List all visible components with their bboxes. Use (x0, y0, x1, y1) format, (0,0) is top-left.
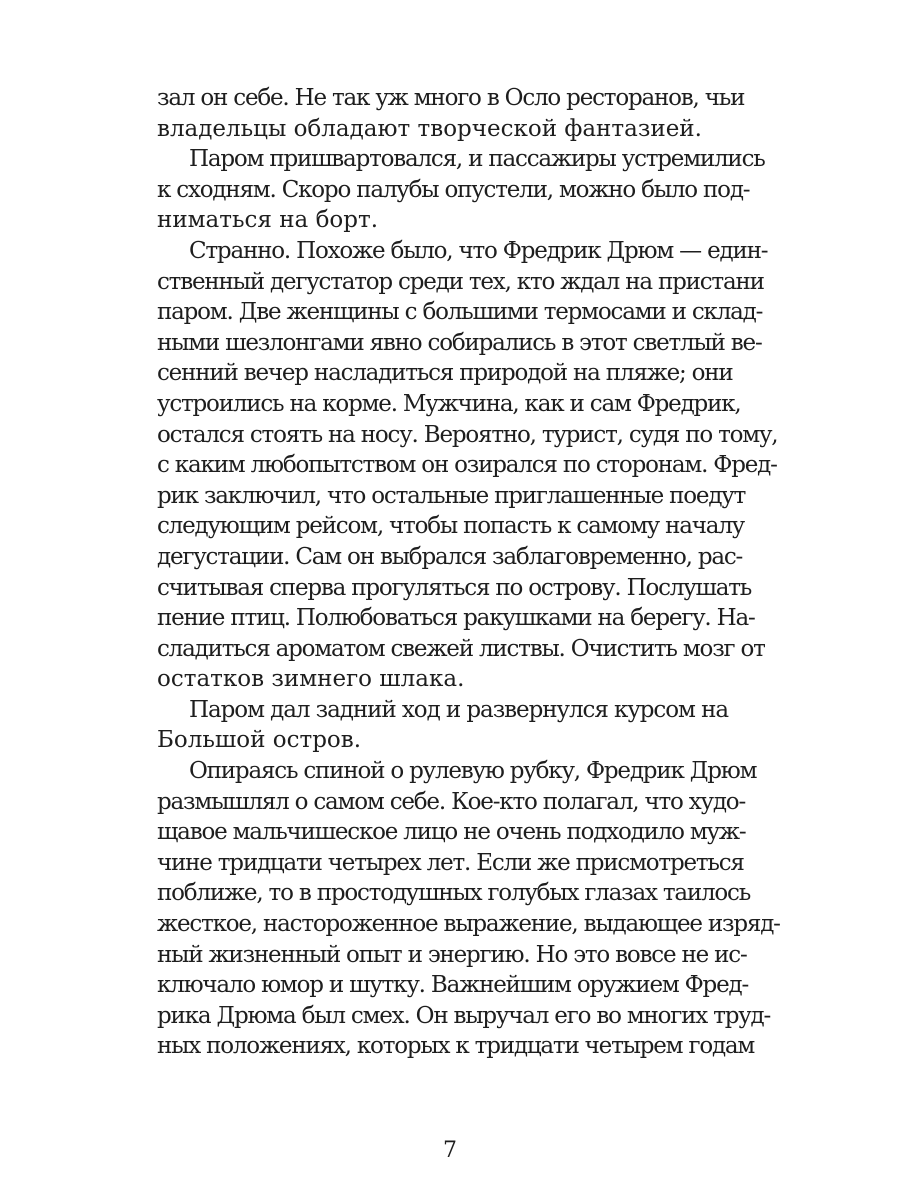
text-line: Странно. Похоже было, что Фредрик Дрюм — един- (189, 237, 768, 264)
text-line: остался стоять на носу. Вероятно, турист, судя по тому, (157, 421, 778, 448)
text-line: Опираясь спиной о рулевую рубку, Фредрик Дрюм (189, 758, 757, 785)
text-line: ключало юмор и шутку. Важнейшим оружием Фред- (157, 972, 749, 999)
text-line: ственный дегустатор среди тех, кто ждал на пристани (157, 268, 764, 295)
text-line: чине тридцати четырех лет. Если же присмотреться (157, 849, 744, 876)
text-line: Большой остров. (157, 727, 362, 754)
text-line: поближе, то в простодушных голубых глазах таилось (157, 880, 751, 907)
text-line: ниматься на борт. (157, 207, 379, 234)
text-line: сладиться ароматом свежей листвы. Очистить мозг от (157, 635, 765, 662)
body-text (157, 83, 780, 1062)
text-line: ными шезлонгами явно собирались в этот светлый ве- (157, 329, 762, 356)
text-line: зал он себе. Не так уж много в Осло ресторанов, чьи (157, 85, 745, 111)
text-line: устроились на корме. Мужчина, как и сам Фредрик, (157, 390, 741, 417)
text-line: рик заключил, что остальные приглашенные поедут (157, 482, 746, 509)
text-line: пение птиц. Полюбоваться ракушками на берегу. На- (157, 605, 755, 632)
text-line: с каким любопытством он озирался по сторонам. Фред- (157, 452, 777, 479)
text-line: считывая сперва прогуляться по острову. Послушать (157, 574, 752, 601)
text-line: паром. Две женщины с большими термосами и склад- (157, 299, 763, 326)
text-line: владельцы обладают творческой фантазией. (157, 115, 702, 142)
text-line: щавое мальчишеское лицо не очень подходило муж- (157, 819, 746, 846)
text-line: сенний вечер насладиться природой на пляже; они (157, 360, 733, 387)
page-number: 7 (443, 1138, 457, 1163)
text-line: остатков зимнего шлака. (157, 666, 465, 693)
text-line: Паром пришвартовался, и пассажиры устремились (189, 146, 765, 173)
text-line: рика Дрюма был смех. Он выручал его во многих труд- (157, 1002, 771, 1029)
text-line: следующим рейсом, чтобы попасть к самому началу (157, 513, 744, 540)
text-line: ный жизненный опыт и энергию. Но это вовсе не ис- (157, 941, 747, 968)
text-line: Паром дал задний ход и развернулся курсом на (189, 696, 728, 723)
text-line: размышлял о самом себе. Кое-кто полагал, что худо- (157, 788, 746, 815)
text-line: ных положениях, которых к тридцати четырем годам (157, 1033, 755, 1060)
text-line: к сходням. Скоро палубы опустели, можно было под- (157, 176, 750, 203)
text-line: жесткое, настороженное выражение, выдающее изряд- (157, 911, 780, 938)
text-line: дегустации. Сам он выбрался заблаговременно, рас- (157, 543, 743, 570)
